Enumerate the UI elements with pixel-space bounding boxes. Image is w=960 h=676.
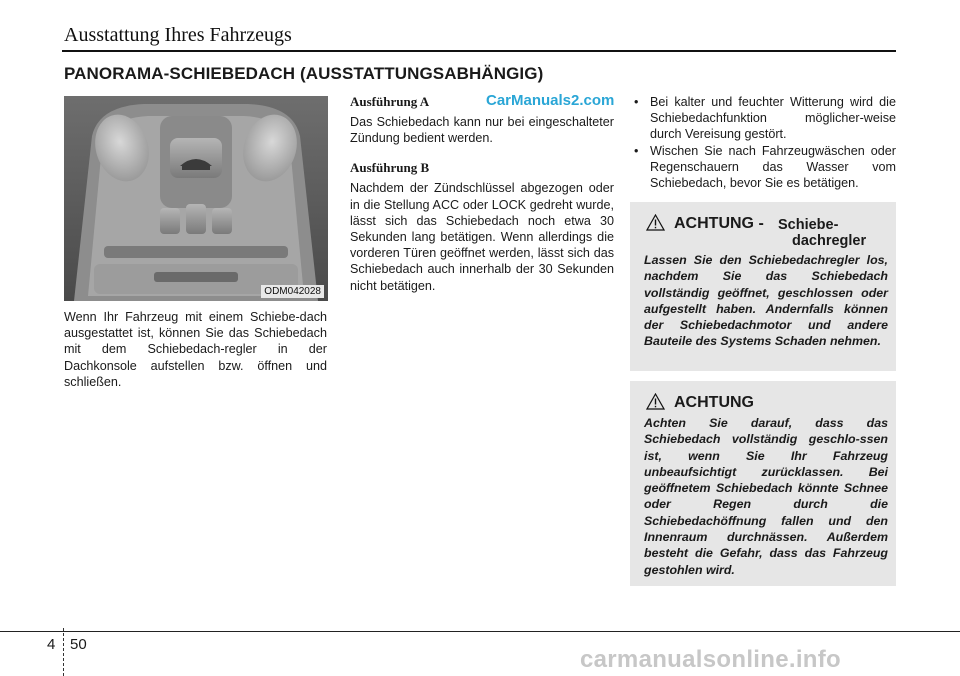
warning-text: Lassen Sie den Schiebedachregler los, nachdem Sie das Schiebedach vollständig geöffnet, geschlossen oder aufgestellt haben. Andernfalls können der Schiebedachmotor und andere Bauteile des Systems Schaden nehmen. <box>644 253 888 349</box>
intro-paragraph: Wenn Ihr Fahrzeug mit einem Schiebe-dach ausgestattet ist, können Sie das Schiebedach mit dem Schiebedach-regler in der Dachkonsole aufstellen bzw. öffnen und schließen. <box>64 310 327 389</box>
list-item <box>630 94 896 143</box>
page-number-separator <box>63 628 64 676</box>
footer-rule <box>0 631 960 632</box>
section-heading: PANORAMA-SCHIEBEDACH (AUSSTATTUNGSABHÄNGIG) <box>64 64 544 83</box>
list-item-text: Wischen Sie nach Fahrzeugwäschen oder Regenschauern das Wasser vom Schiebedach, bevor Sie es betätigen. <box>650 143 896 191</box>
notes-list <box>630 94 896 191</box>
version-column <box>350 94 614 294</box>
roof-console-photo <box>64 96 328 301</box>
image-code-label: ODM042028 <box>261 285 324 298</box>
version-b-title: Ausführung B <box>350 160 430 176</box>
chapter-number: 4 <box>47 636 56 653</box>
warning-triangle-icon <box>646 393 665 410</box>
list-item <box>630 143 896 192</box>
version-a-text: Das Schiebedach kann nur bei eingeschalteter Zündung bedient werden. <box>350 115 614 146</box>
page-number: 50 <box>70 636 87 653</box>
warning-text: Achten Sie darauf, dass das Schiebedach vollständig geschlo-ssen ist, wenn Sie Ihr Fahrzeug unbeaufsichtigt zurücklassen. Bei geöffnetem Schiebedach könnte Schnee oder Regen durch die Schiebedachöffnung fallen und den Innenraum durchnässen. Außerdem besteht die Gefahr, dass das Fahrzeug gestohlen wird. <box>644 416 888 577</box>
notes-column <box>630 94 896 191</box>
warning-label: ACHTUNG - <box>674 215 764 232</box>
warning-box-sunroof-switch <box>630 202 896 371</box>
bullet-icon: • <box>634 95 639 109</box>
warning-label: ACHTUNG <box>674 394 754 411</box>
warning-subject-line1: Schiebe- <box>778 217 839 233</box>
site-watermark: carmanualsonline.info <box>580 646 842 673</box>
version-a-title: Ausführung A <box>350 94 430 109</box>
warning-subject-line2: dachregler <box>792 233 867 249</box>
roof-console-illustration <box>64 96 328 301</box>
bullet-icon: • <box>634 143 639 158</box>
version-b-text: Nachdem der Zündschlüssel abgezogen oder in die Stellung ACC oder LOCK gedreht wurde, lässt sich das Schiebedach noch etwa 30 Sekunden lang betätigen. Wenn allerdings die vorderen Türen geöffnet werden, lässt sich das Schiebedach auch innerhalb der 30 Sekunden nicht betätigen. <box>350 181 614 293</box>
warning-triangle-icon <box>646 214 665 231</box>
header-rule <box>62 50 896 52</box>
carmanuals-watermark: CarManuals2.com <box>486 92 615 109</box>
warning-box-closing <box>630 381 896 586</box>
list-item-text: Bei kalter und feuchter Witterung wird die Schiebedachfunktion möglicher-weise durch Vereisung gestört. <box>650 95 896 142</box>
running-header: Ausstattung Ihres Fahrzeugs <box>64 24 292 46</box>
